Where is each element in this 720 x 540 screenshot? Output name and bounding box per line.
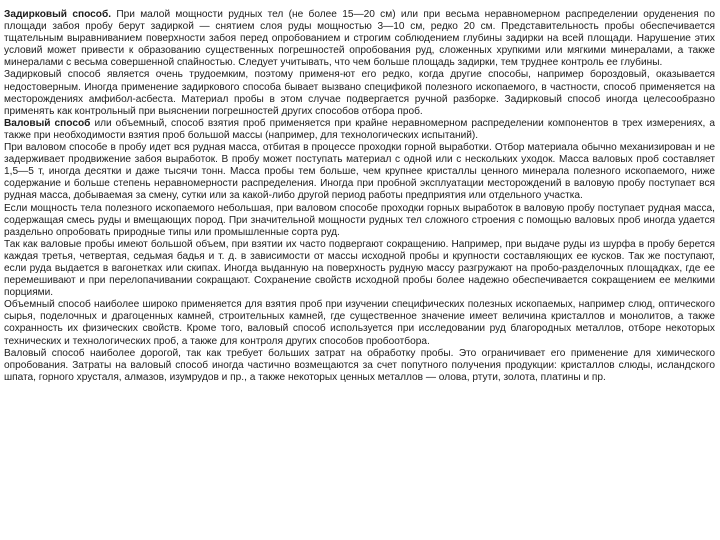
paragraph-valovy xyxy=(4,118,715,142)
term-valovy: Валовый способ xyxy=(4,117,91,129)
paragraph-text: При малой мощности рудных тел (не более 15—20 см) или при весьма неравномерном распределении оруденения по площади забоя пробу берут задиркой — снятием слоя руды мощностью 3—10 см, редко 20 см. Представительность пробы обеспечивается тщательным выравниванием поверхности забоя перед опробованием и строгим соблюдением глубины задирки на всей площади. Нарушение этих условий может привести к образованию существенных погрешностей опробования руд, сложенных хрупкими или мягкими минералами, а также минералами с весьма совершенной спайностью. Следует учитывать, что чем больше площадь задирки, тем труднее контроль ее глубины. xyxy=(4,9,715,69)
paragraph: При валовом способе в пробу идет вся рудная масса, отбитая в процессе проходки горной выработки. Отбор материала обычно механизирован и не задерживает продвижение забоя выработок. В пробу может поступать материал с одной или с нескольких уходок. Масса валовых проб составляет 1,5—5 т, иногда десятки и даже тысячи тонн. Масса пробы тем больше, чем крупнее кристаллы ценного минерала полезного ископаемого, ниже содержание и больше степень неравномерности распределения. Иногда при пробной эксплуатации месторождений в валовую пробу поступает вся рудная масса, добываемая за смену, сутки или за какой-либо другой период работы предприятия или отдельного участка. xyxy=(4,142,715,202)
paragraph-zadirkovy xyxy=(4,9,715,69)
paragraph: Так как валовые пробы имеют большой объем, при взятии их часто подвергают сокращению. Например, при выдаче руды из шурфа в пробу берется каждая третья, четвертая, седьмая бадья и т. д. в зависимости от массы исходной пробы и крупности составляющих ее кусков. Так же поступают, если руда выдается в вагонетках или скипах. Иногда выданную на поверхность рудную массу разгружают на пробо-разделочных площадках, где ее перемешивают и при перелопачивании сокращают. Сохранение свойств исходной пробы более надежно обеспечивается сокращением ее мелкими порциями. xyxy=(4,238,715,299)
paragraph: Объемный способ наиболее широко применяется для взятия проб при изучении специфических полезных ископаемых, например слюд, оптического сырья, поделочных и драгоценных камней, строительных камней, где существенное значение имеет величина кристаллов и монолитов, а также сохранность их физических свойств. Кроме того, валовый способ используется при исследовании руд благородных металлов, отборе некоторых технических и технологических проб, а также для контроля других способов пробоотбора. xyxy=(4,299,715,347)
paragraph: Валовый способ наиболее дорогой, так как требует больших затрат на обработку пробы. Это ограничивает его применение для химического опробования. Затраты на валовый способ иногда частично возмещаются за счет попутного получения продукции: кристаллов слюды, исландского шпата, горного хрусталя, алмазов, изумрудов и пр., а также некоторых ценных металлов — олова, ртути, золота, платины и пр. xyxy=(4,347,715,383)
paragraph: Задирковый способ является очень трудоемким, поэтому применя-ют его редко, когда другие способы, например бороздовый, оказывается недостоверным. Иногда применение задиркового способа бывает вызвано спецификой полезного ископаемого, в частности, способ применяется на месторождениях амфибол-асбеста. Материал пробы в этом случае подвергается ручной разборке. Задирковый способ иногда целесообразно применять как контрольный при выяснении погрешностей других способов отбора проб. xyxy=(4,69,715,117)
paragraph: Если мощность тела полезного ископаемого небольшая, при валовом способе проходки горных выработок в валовую пробу поступает рудная масса, содержащая смесь руды и вмещающих пород. При значительной мощности рудных тел сложного строения с помощью валовых проб иногда удается раздельно опробовать природные типы или промышленные сорта руд. xyxy=(4,202,715,238)
document-body xyxy=(4,9,715,384)
term-zadirkovy: Задирковый способ. xyxy=(4,9,112,20)
paragraph-text: или объемный, способ взятия проб применяется при крайне неравномерном распределении компонентов в трех измерениях, а также при необходимости взятия проб большой массы (например, для технологических испытаний). xyxy=(4,117,716,141)
